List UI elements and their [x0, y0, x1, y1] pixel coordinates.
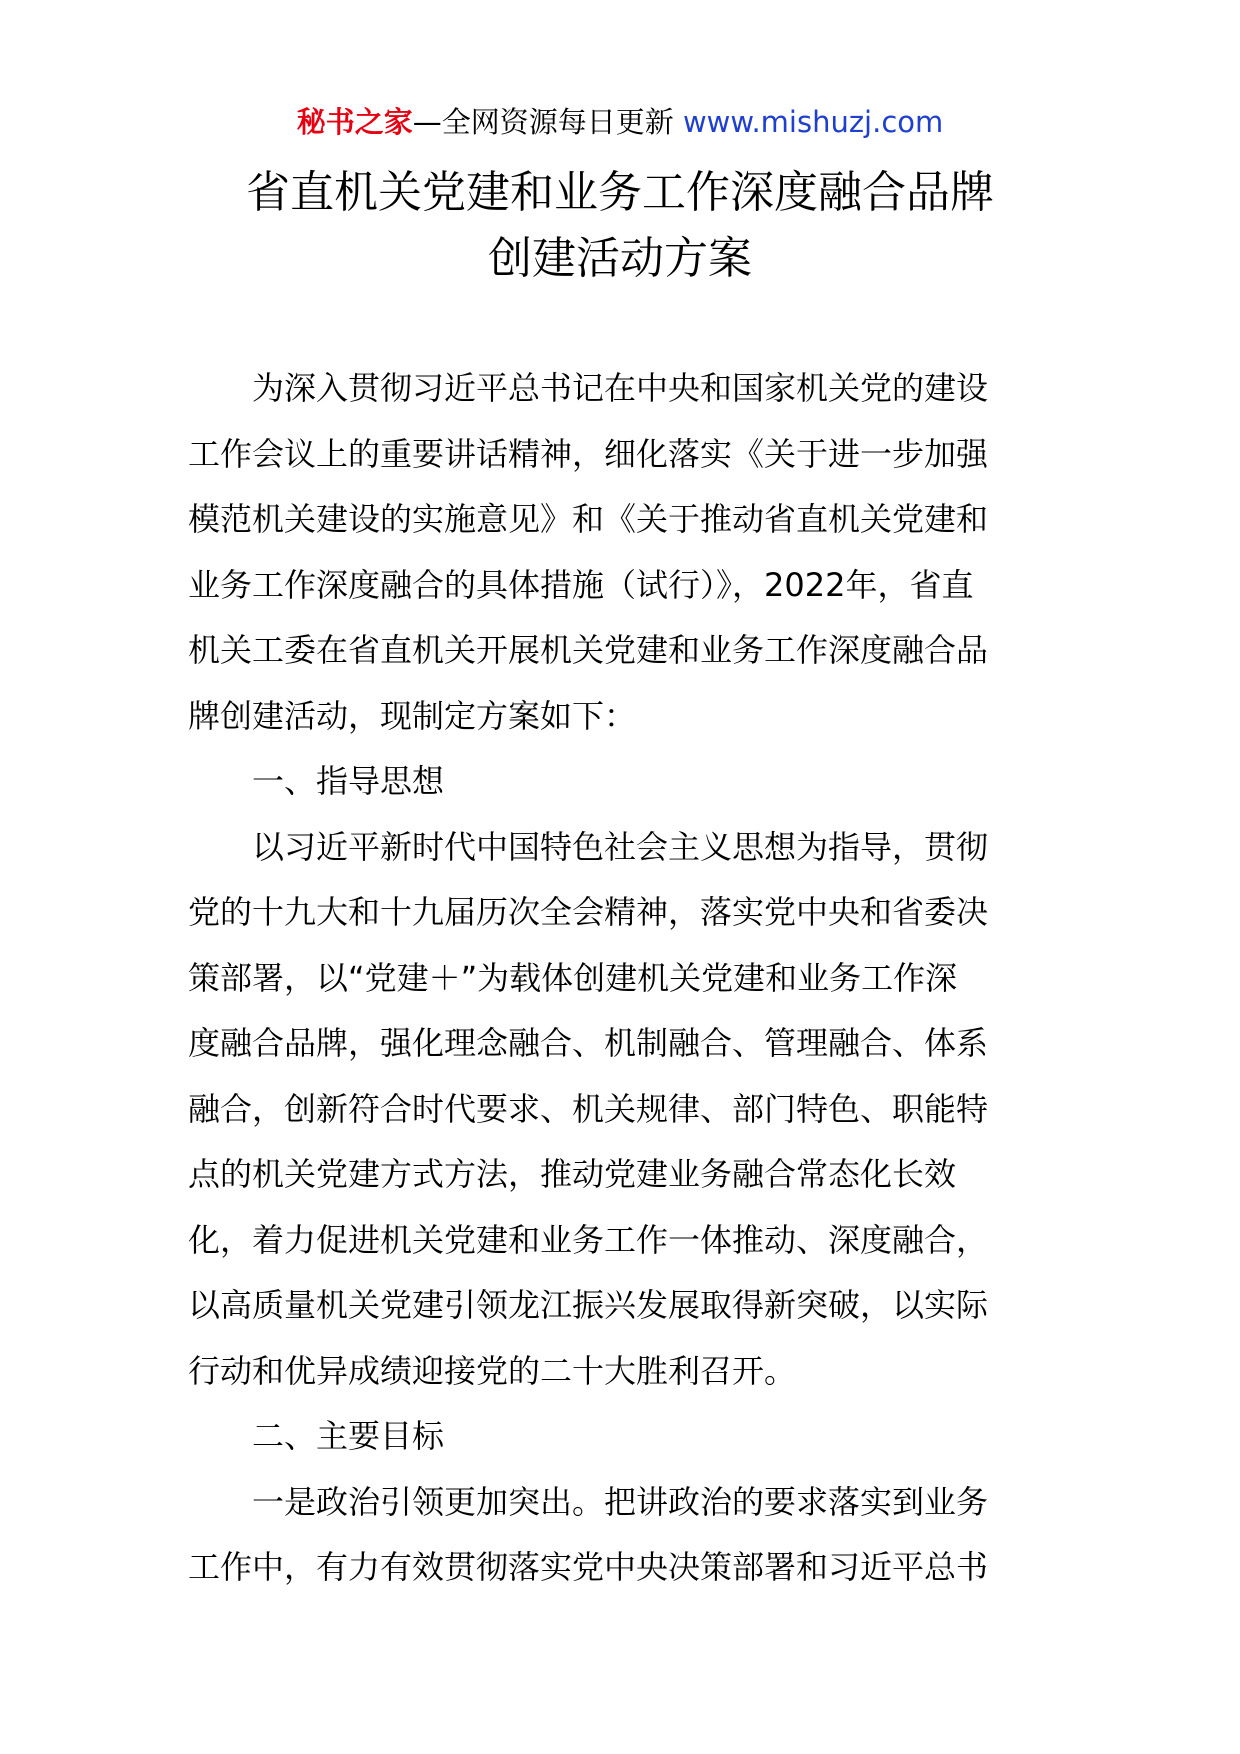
- body-text-line: 行动和优异成绩迎接党的二十大胜利召开。: [188, 1351, 797, 1390]
- body-text-line: 一、指导思想: [252, 762, 445, 800]
- header-tagline: —全网资源每日更新: [412, 105, 683, 139]
- site-url-link[interactable]: www.mishuzj.com: [682, 105, 944, 139]
- body-text-line: 化，着力促进机关党建和业务工作一体推动、深度融合，: [188, 1220, 989, 1259]
- document-body: [188, 356, 1058, 1601]
- body-text-line: 以高质量机关党建引领龙江振兴发展取得新突破，以实际: [188, 1286, 989, 1324]
- body-text-line: 点的机关党建方式方法，推动党建业务融合常态化长效: [188, 1155, 957, 1193]
- body-text-line: 党的十九大和十九届历次全会精神，落实党中央和省委决: [188, 893, 989, 931]
- body-text-line: 牌创建活动，现制定方案如下：: [188, 696, 637, 735]
- body-text-line: 二、主要目标: [252, 1417, 445, 1455]
- body-text-line: 策部署，以“党建＋”为载体创建机关党建和业务工作深: [188, 958, 958, 997]
- body-text-line: 工作会议上的重要讲话精神，细化落实《关于进一步加强: [188, 434, 989, 473]
- body-text-line: 以习近平新时代中国特色社会主义思想为指导，贯彻: [252, 827, 989, 866]
- body-text-line: 一是政治引领更加突出。把讲政治的要求落实到业务: [252, 1482, 989, 1521]
- document-title-line-1: 省直机关党建和业务工作深度融合品牌: [246, 167, 994, 218]
- body-text-line: 融合，创新符合时代要求、机关规律、部门特色、职能特: [188, 1089, 989, 1128]
- body-text-line: 机关工委在省直机关开展机关党建和业务工作深度融合品: [188, 631, 989, 669]
- body-text-line: 工作中，有力有效贯彻落实党中央决策部署和习近平总书: [188, 1548, 989, 1586]
- document-title-line-2: 创建活动方案: [488, 233, 752, 284]
- site-header: [0, 102, 1240, 142]
- body-text-line: 业务工作深度融合的具体措施（试行）》，2022年，省直: [188, 565, 974, 604]
- body-text-line: 度融合品牌，强化理念融合、机制融合、管理融合、体系: [188, 1024, 989, 1062]
- body-text-line: 模范机关建设的实施意见》和《关于推动省直机关党建和: [188, 500, 989, 538]
- brand-name: 秘书之家: [296, 105, 413, 139]
- body-text-line: 为深入贯彻习近平总书记在中央和国家机关党的建设: [252, 369, 989, 407]
